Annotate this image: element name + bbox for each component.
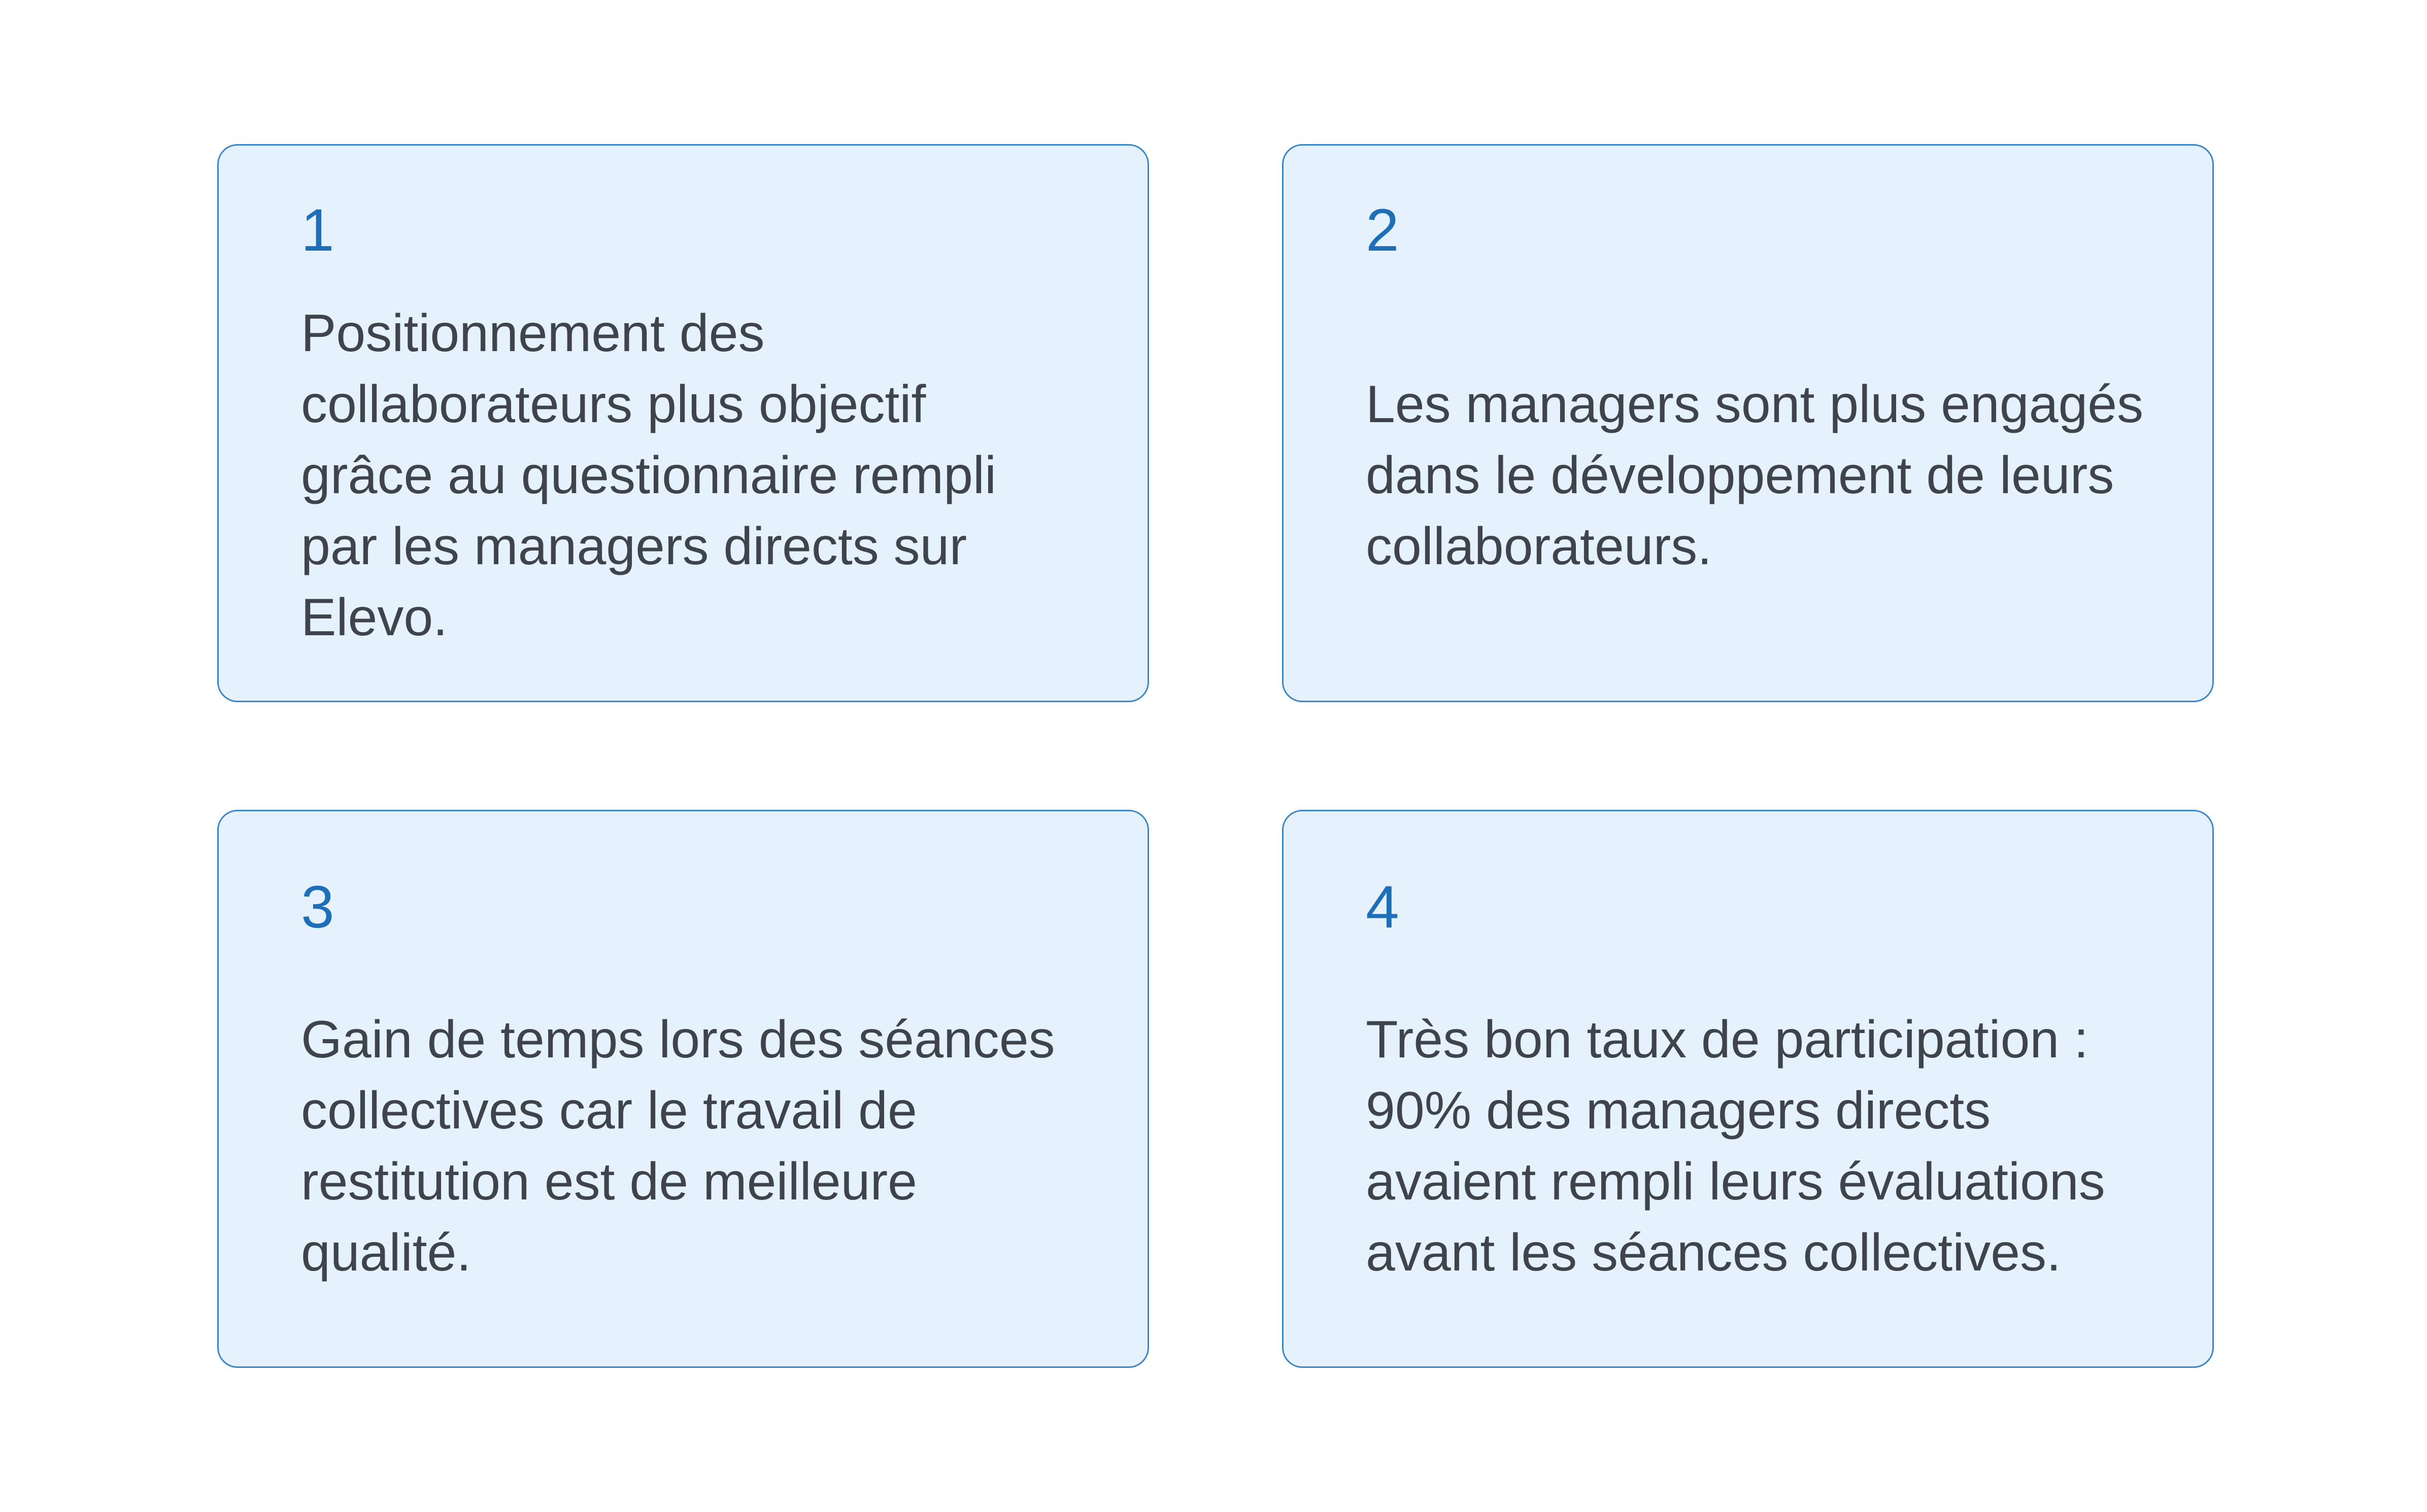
card-text-line: Très bon taux de participation : [1366, 1010, 2089, 1069]
card-text-line: par les managers directs sur [301, 517, 967, 576]
card-text-line: qualité. [301, 1223, 471, 1282]
card-number: 4 [1366, 874, 1399, 941]
card-text-line: dans le développement de leurs [1366, 446, 2114, 505]
card-number: 3 [301, 874, 334, 941]
card-text-line: collaborateurs. [1366, 517, 1712, 576]
card-number: 1 [301, 197, 334, 264]
card-text-line: avant les séances collectives. [1366, 1223, 2062, 1282]
card-text-line: avaient rempli leurs évaluations [1366, 1152, 2105, 1211]
benefit-card-4 [1282, 810, 2214, 1368]
card-text-line: collaborateurs plus objectif [301, 375, 926, 434]
card-text-line: Positionnement des [301, 304, 765, 363]
card-text [1366, 369, 2188, 582]
card-text [301, 298, 1123, 653]
card-text [1366, 1004, 2188, 1288]
benefit-card-2 [1282, 144, 2214, 702]
card-text-line: restitution est de meilleure [301, 1152, 917, 1211]
card-text-line: grâce au questionnaire rempli [301, 446, 997, 505]
card-text-line: 90% des managers directs [1366, 1081, 1991, 1140]
card-text [301, 1004, 1123, 1288]
card-text-line: Gain de temps lors des séances [301, 1010, 1055, 1069]
card-text-line: collectives car le travail de [301, 1081, 917, 1140]
benefit-card-1 [217, 144, 1149, 702]
benefit-card-3 [217, 810, 1149, 1368]
card-text-line: Les managers sont plus engagés [1366, 375, 2144, 434]
card-number: 2 [1366, 197, 1399, 264]
card-text-line: Elevo. [301, 588, 448, 647]
